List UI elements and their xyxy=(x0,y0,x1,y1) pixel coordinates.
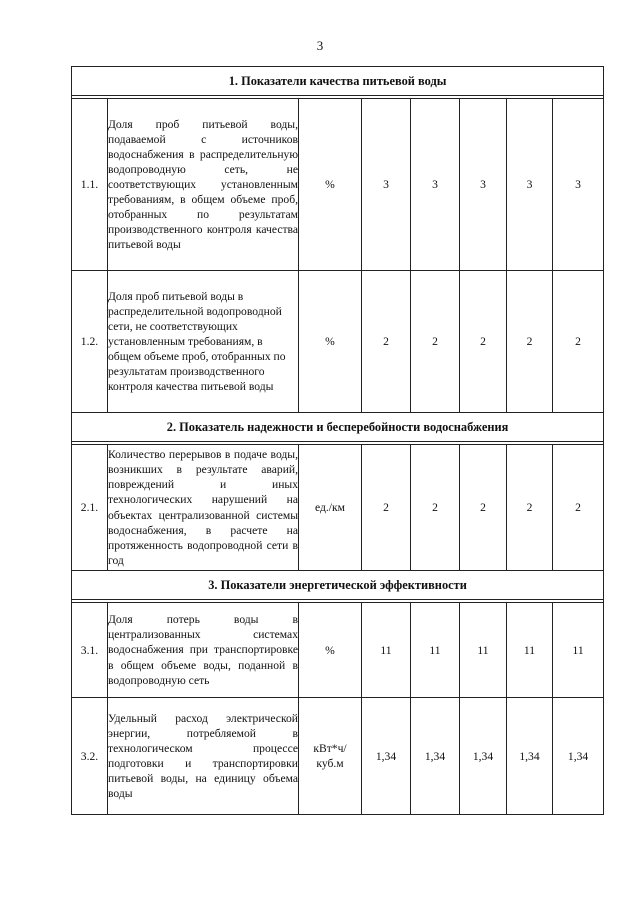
row-value: 2 xyxy=(507,271,553,413)
row-value: 11 xyxy=(362,603,411,698)
row-value: 1,34 xyxy=(411,698,460,815)
row-value: 2 xyxy=(553,271,604,413)
row-value: 11 xyxy=(460,603,507,698)
row-value: 1,34 xyxy=(507,698,553,815)
section-title: 2. Показатель надежности и бесперебойности водоснабжения xyxy=(72,413,604,442)
table-row xyxy=(72,698,604,815)
row-number: 1.1. xyxy=(72,99,108,271)
row-number: 2.1. xyxy=(72,445,108,571)
table-row xyxy=(72,99,604,271)
row-value: 3 xyxy=(460,99,507,271)
row-value: 2 xyxy=(507,445,553,571)
section-header-row xyxy=(72,571,604,600)
row-unit: % xyxy=(299,271,362,413)
row-value: 11 xyxy=(507,603,553,698)
row-value: 1,34 xyxy=(362,698,411,815)
row-value: 2 xyxy=(411,445,460,571)
row-number: 1.2. xyxy=(72,271,108,413)
row-value: 2 xyxy=(460,445,507,571)
row-value: 2 xyxy=(411,271,460,413)
row-value: 2 xyxy=(362,271,411,413)
row-value: 3 xyxy=(411,99,460,271)
row-value: 1,34 xyxy=(553,698,604,815)
row-unit: кВт*ч/ куб.м xyxy=(299,698,362,815)
row-value: 3 xyxy=(362,99,411,271)
row-description: Количество перерывов в подаче воды, возникших в результате аварий, повреждений и иных технологических нарушений на объектах централизованной системы водоснабжения, в расчете на протяженность водопроводной сети в год xyxy=(108,445,299,571)
row-description: Удельный расход электрической энергии, потребляемой в технологическом процессе подготовки и транспортировки питьевой воды, на единицу объема воды xyxy=(108,698,299,815)
page-number: 3 xyxy=(316,38,324,53)
section-title: 1. Показатели качества питьевой воды xyxy=(72,67,604,96)
row-value: 3 xyxy=(553,99,604,271)
table-row xyxy=(72,603,604,698)
row-value: 2 xyxy=(460,271,507,413)
row-unit: % xyxy=(299,99,362,271)
row-unit: ед./км xyxy=(299,445,362,571)
row-value: 1,34 xyxy=(460,698,507,815)
row-value: 3 xyxy=(507,99,553,271)
row-value: 11 xyxy=(411,603,460,698)
row-number: 3.2. xyxy=(72,698,108,815)
row-value: 2 xyxy=(362,445,411,571)
row-number: 3.1. xyxy=(72,603,108,698)
row-description: Доля потерь воды в централизованных системах водоснабжения при транспортировке в общем объеме воды, поданной в водопроводную сеть xyxy=(108,603,299,698)
indicators-table xyxy=(71,66,604,815)
section-header-row xyxy=(72,413,604,442)
table-row xyxy=(72,445,604,571)
row-value: 11 xyxy=(553,603,604,698)
row-description: Доля проб питьевой воды в распределительной водопроводной сети, не соответствующих установленным требованиям, в общем объеме проб, отобранных по результатам производственного контроля качества питьевой воды xyxy=(108,271,299,413)
row-description: Доля проб питьевой воды, подаваемой с источников водоснабжения в распределительную водопроводную сеть, не соответствующих установленным требованиям, в общем объеме проб, отобранных по результатам производственного контроля качества питьевой воды xyxy=(108,99,299,271)
section-title: 3. Показатели энергетической эффективности xyxy=(72,571,604,600)
table-row xyxy=(72,271,604,413)
row-unit: % xyxy=(299,603,362,698)
section-header-row xyxy=(72,67,604,96)
row-value: 2 xyxy=(553,445,604,571)
